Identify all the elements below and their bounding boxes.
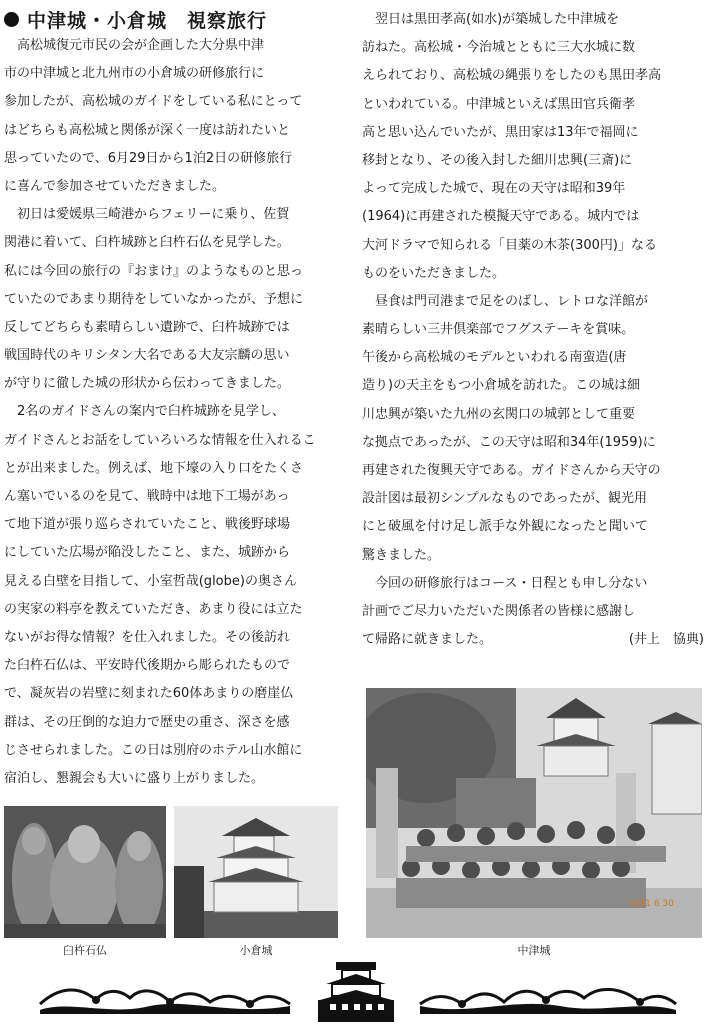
article-title: 中津城・小倉城 視察旅行 xyxy=(27,9,268,32)
text-line: 訪ねた。高松城・今治城とともに三大水城に数 xyxy=(362,40,636,56)
text-line: 午後から高松城のモデルといわれる南蛮造(唐 xyxy=(362,350,627,366)
text-line: な拠点であったが、この天守は昭和34年(1959)に xyxy=(362,434,656,450)
text-line: ないがお得な情報？を仕入れました。その後訪れ xyxy=(4,629,291,645)
text-line: はどちらも高松城と関係が深く一度は訪れたいと xyxy=(4,122,291,138)
text-line: ものをいただきました。 xyxy=(362,265,506,281)
photo-date-stamp: 2011 6 30 xyxy=(628,899,674,909)
author-name: (井上 協典) xyxy=(628,632,704,648)
usuki-buddha-photo xyxy=(4,806,166,938)
text-line: とが出来ました。例えば、地下壕の入り口をたくさ xyxy=(4,460,304,476)
text-line: 関港に着いて、臼杵城跡と臼杵石仏を見学した。 xyxy=(4,235,290,251)
text-line: 移封となり、その後入封した細川忠興(三斎)に xyxy=(362,152,633,168)
bullet-icon xyxy=(4,12,19,27)
text-line: た臼杵石仏は、平安時代後期から彫られたもので xyxy=(4,658,291,674)
text-line: 見える白壁を目指して、小室哲哉(globe)の奥さん xyxy=(4,573,297,589)
text-line: えられており、高松城の縄張りをしたのも黒田孝高 xyxy=(362,68,662,84)
right-column xyxy=(362,6,704,654)
text-line: 造り)の天主をもつ小倉城を訪れた。この城は細 xyxy=(362,378,641,394)
text-line: に喜んで参加させていただきました。 xyxy=(4,178,226,194)
left-column xyxy=(4,6,348,793)
text-line: 川忠興が築いた九州の玄関口の城郭として重要 xyxy=(362,406,636,422)
text-line: 宿泊し、懇親会も大いに盛り上がりました。 xyxy=(4,770,265,786)
text-line: 参加したが、高松城のガイドをしている私にとって xyxy=(4,94,303,110)
text-line: 再建された復興天守である。ガイドさんから天守の xyxy=(362,463,661,478)
text-line: 大河ドラマで知られる「目薬の木茶(300円)」なる xyxy=(362,237,657,253)
text-line: 高と思い込んでいたが、黒田家は13年で福岡に xyxy=(362,124,639,140)
article-title-row xyxy=(4,6,348,32)
text-line: の実家の料亭を教えていただき、あまり役には立た xyxy=(4,601,303,617)
text-line: が守りに徹した城の形状から伝わってきました。 xyxy=(4,376,290,392)
closing-text: て帰路に就きました。 xyxy=(362,632,493,648)
wave-castle-ornament xyxy=(0,960,712,1024)
text-line: じさせられました。この日は別府のホテル山水館に xyxy=(4,742,303,758)
text-line xyxy=(362,626,704,654)
text-line: 驚きました。 xyxy=(362,547,441,563)
text-line: 2名のガイドさんの案内で臼杵城跡を見学し、 xyxy=(17,404,285,420)
kokura-caption: 小倉城 xyxy=(239,944,273,957)
text-line: 翌日は黒田孝高(如水)が築城した中津城を xyxy=(375,12,620,27)
text-line: といわれている。中津城といえば黒田官兵衛孝 xyxy=(362,96,636,112)
usuki-caption: 臼杵石仏 xyxy=(63,944,107,957)
text-line: にと破風を付け足し派手な外観になったと聞いて xyxy=(362,519,649,535)
text-line: 戦国時代のキリシタン大名である大友宗麟の思い xyxy=(4,348,290,364)
right-body xyxy=(362,6,704,654)
text-line: よって完成した城で、現在の天守は昭和39年 xyxy=(362,181,626,197)
text-line: 思っていたので、6月29日から1泊2日の研修旅行 xyxy=(4,150,293,166)
castle-icon xyxy=(318,962,394,1022)
nakatsu-group-photo xyxy=(366,688,702,938)
text-line: 反してどちらも素晴らしい遺跡で、臼杵城跡では xyxy=(4,319,290,335)
text-line: 私には今回の旅行の『おまけ』のようなものと思っ xyxy=(4,263,304,279)
text-line: ガイドさんとお話をしていろいろな情報を仕入れるこ xyxy=(4,432,316,448)
text-line: 群は、その圧倒的な迫力で歴史の重さ、深さを感 xyxy=(4,714,290,730)
text-line: ん塞いでいるのを見て、戦時中は地下工場があっ xyxy=(4,489,290,504)
text-line: (1964)に再建された模擬天守である。城内では xyxy=(362,209,640,225)
text-line: 素晴らしい三井倶楽部でフグステーキを賞味。 xyxy=(362,322,635,338)
text-line: にしていた広場が陥没したこと、また、城跡から xyxy=(4,545,291,561)
text-line: で、凝灰岩の岩壁に刻まれた60体あまりの磨崖仏 xyxy=(4,686,294,702)
nakatsu-caption: 中津城 xyxy=(517,944,551,957)
text-line: 市の中津城と北九州市の小倉城の研修旅行に xyxy=(4,66,265,82)
text-line: 高松城復元市民の会が企画した大分県中津 xyxy=(17,38,265,53)
text-line: 昼食は門司港まで足をのばし、レトロな洋館が xyxy=(375,293,649,309)
left-body xyxy=(4,32,348,793)
text-line: 初日は愛媛県三崎港からフェリーに乗り、佐賀 xyxy=(17,207,290,223)
text-line: 計画でご尽力いただいた関係者の皆様に感謝し xyxy=(362,603,636,619)
text-line: 今回の研修旅行はコース・日程とも申し分ない xyxy=(375,575,648,591)
text-line: ていたのであまり期待をしていなかったが、予想に xyxy=(4,291,304,307)
kokura-castle-photo xyxy=(174,806,338,938)
text-line: 設計図は最初シンプルなものであったが、観光用 xyxy=(362,491,648,507)
text-line: て地下道が張り巡らされていたこと、戦後野球場 xyxy=(4,517,291,533)
